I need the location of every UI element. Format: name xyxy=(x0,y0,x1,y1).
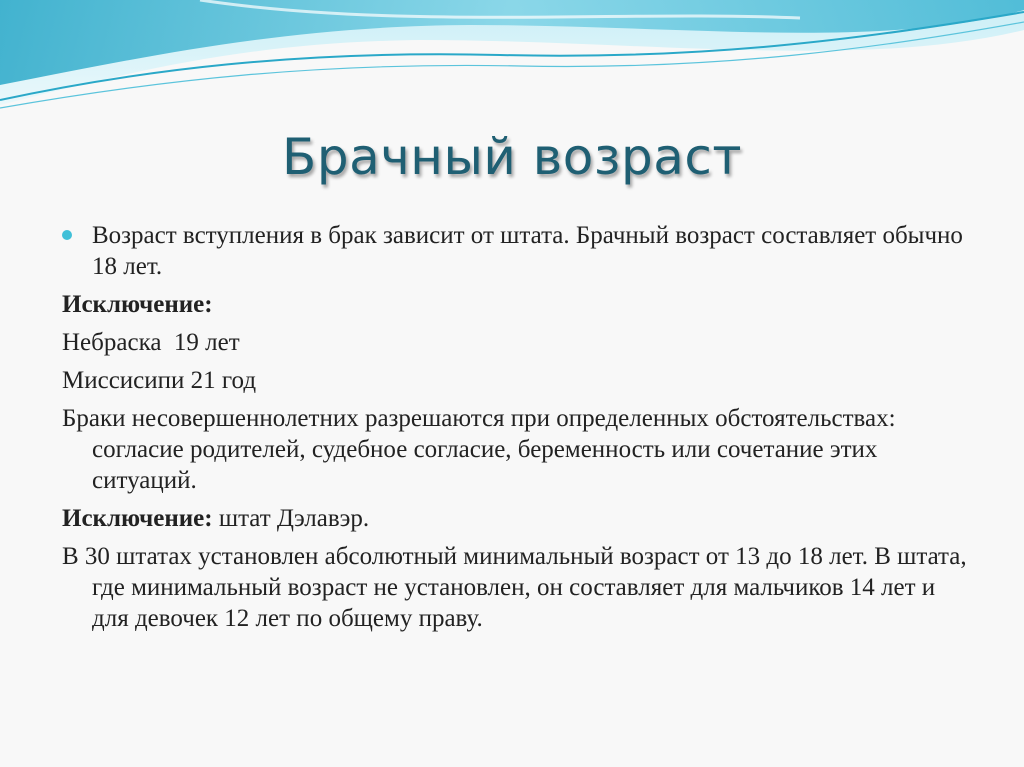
minors-marriage-paragraph xyxy=(62,403,972,496)
paragraph-text: Возраст вступления в брак зависит от штата. Брачный возраст составляет обычно 18 лет. xyxy=(92,222,963,280)
wave-decoration xyxy=(0,0,1024,120)
paragraph-text: В 30 штатах установлен абсолютный минимальный возраст от 13 до 18 лет. В штата, где минимальный возраст не установлен, он составляет для мальчиков 14 лет и для девочек 12 лет по общему праву. xyxy=(62,543,967,632)
exception-heading xyxy=(62,289,972,320)
mississippi-line xyxy=(62,365,972,396)
minimum-age-paragraph xyxy=(62,541,972,634)
bullet-paragraph xyxy=(62,220,972,282)
slide-title: Брачный возраст xyxy=(282,128,742,186)
paragraph-text: Небраска 19 лет xyxy=(62,329,240,356)
paragraph-text: Браки несовершеннолетних разрешаются при определенных обстоятельствах: согласие родителей, судебное согласие, беременность или сочетание этих ситуаций. xyxy=(62,405,896,494)
paragraph-text: Миссисипи 21 год xyxy=(62,367,257,394)
delaware-exception xyxy=(62,503,972,534)
bullet-dot-icon xyxy=(62,230,72,240)
nebraska-line xyxy=(62,327,972,358)
paragraph-text: штат Дэлавэр. xyxy=(212,505,370,532)
slide-content xyxy=(62,220,972,641)
exception-label: Исключение: xyxy=(62,291,213,318)
exception-label: Исключение: xyxy=(62,505,213,532)
